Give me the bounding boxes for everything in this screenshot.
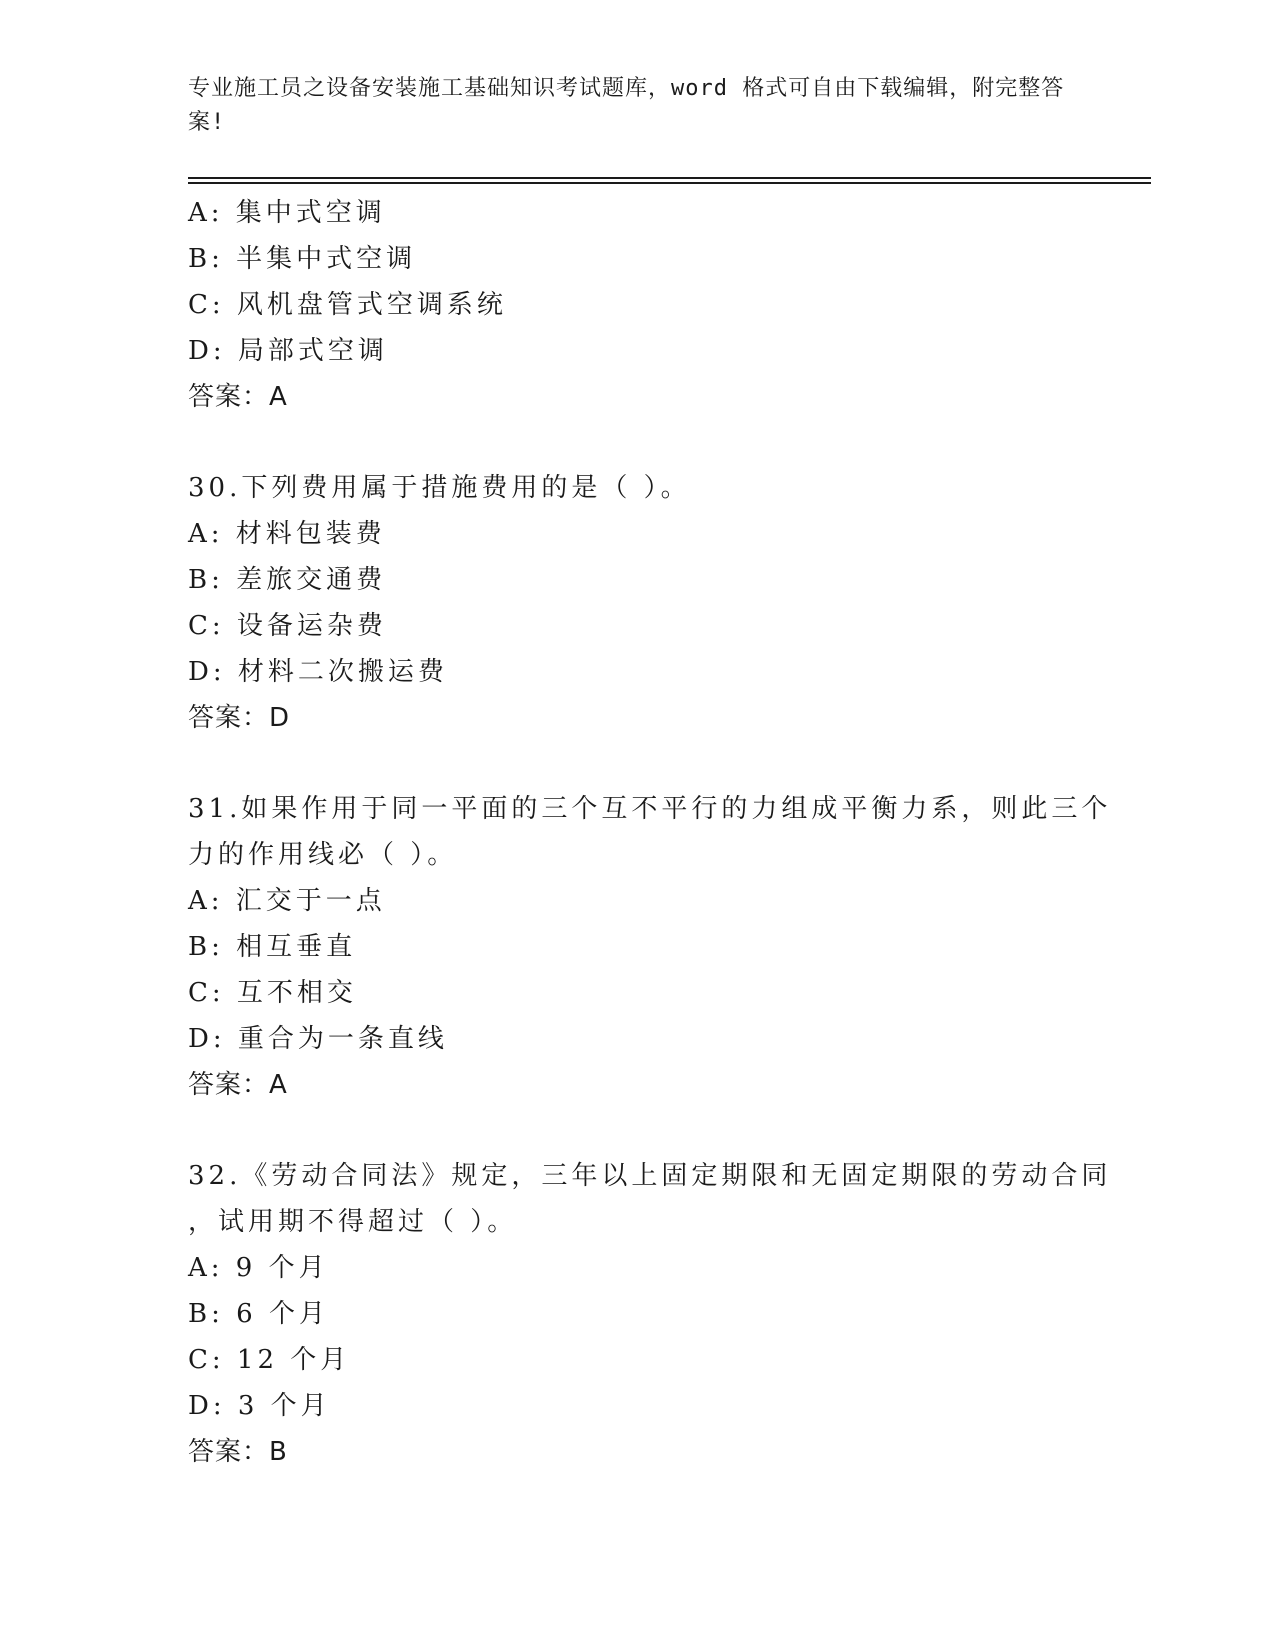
question-30 [188,465,1088,741]
header-rule-top [188,177,1151,179]
option-c: C: 互不相交 [188,978,357,1008]
option-d: D: 局部式空调 [188,336,388,366]
answer: 答案：D [188,703,291,733]
question-list [188,190,1112,1475]
question-continued [188,190,1088,420]
option-d: D: 材料二次搬运费 [188,657,448,687]
answer: 答案：B [188,1437,288,1467]
option-b: B: 相互垂直 [188,932,357,962]
question-stem-line-2: 力的作用线必（ ）。 [188,840,458,870]
option-c: C: 12 个月 [188,1345,351,1375]
option-b: B: 6 个月 [188,1299,329,1329]
question-stem-line-2: ，试用期不得超过（ ）。 [188,1207,518,1237]
option-a: A: 9 个月 [188,1253,329,1283]
option-d: D: 重合为一条直线 [188,1024,448,1054]
option-b: B: 差旅交通费 [188,565,387,595]
option-b: B: 半集中式空调 [188,244,417,274]
question-31 [188,786,1112,1108]
answer: 答案：A [188,382,288,412]
option-a: A: 材料包装费 [188,519,386,549]
option-a: A: 集中式空调 [188,198,386,228]
option-c: C: 设备运杂费 [188,611,387,641]
question-stem: 30.下列费用属于措施费用的是（ ）。 [188,473,691,503]
answer: 答案：A [188,1070,288,1100]
option-c: C: 风机盘管式空调系统 [188,290,507,320]
question-stem-line-1: 31.如果作用于同一平面的三个互不平行的力组成平衡力系，则此三个 [188,794,1112,824]
question-32 [188,1153,1112,1475]
option-a: A: 汇交于一点 [188,886,386,916]
document-header: 专业施工员之设备安装施工基础知识考试题库，word 格式可自由下载编辑，附完整答案! [188,76,1065,135]
header-rule-bottom [188,182,1151,184]
question-stem-line-1: 32.《劳动合同法》规定，三年以上固定期限和无固定期限的劳动合同 [188,1161,1112,1191]
option-d: D: 3 个月 [188,1391,331,1421]
